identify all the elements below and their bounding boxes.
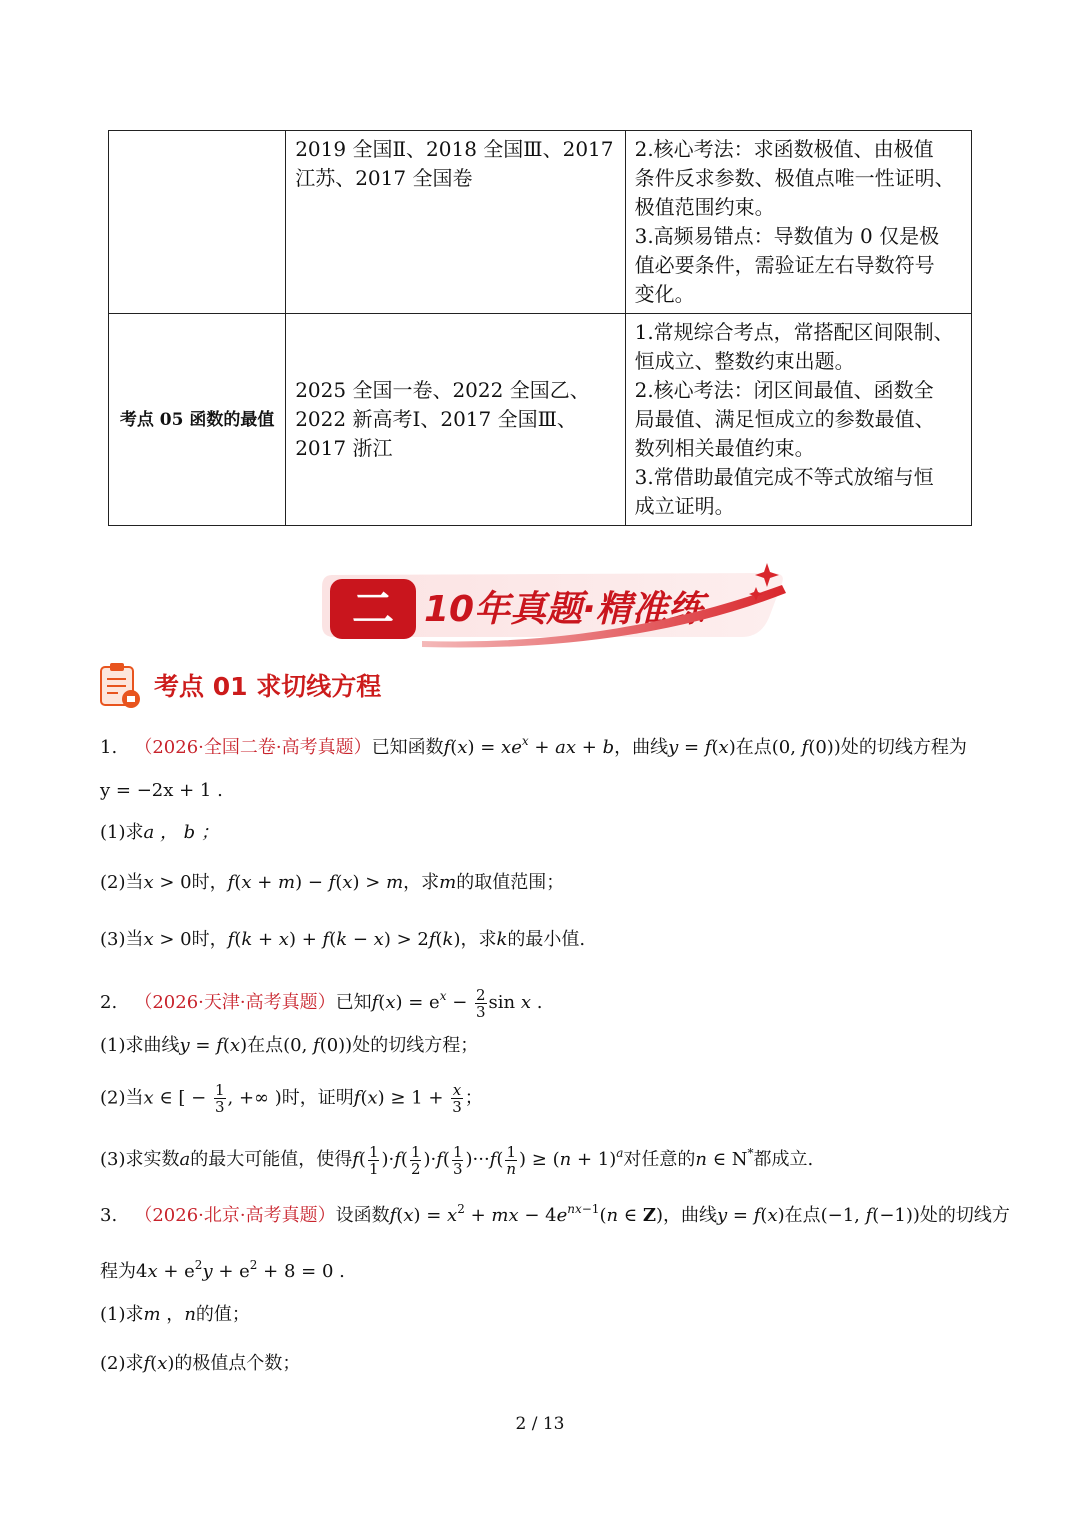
question-2-part1: (1)求曲线y = f(x)在点(0, f(0))处的切线方程； [100, 1035, 479, 1056]
question-3-part1: (1)求m ，n的值； [100, 1304, 250, 1325]
question-source: （2026·天津·高考真题） [134, 992, 336, 1013]
question-source: （2026·全国二卷·高考真题） [134, 737, 372, 758]
table-row [109, 314, 972, 526]
question-2-part3: (3)求实数a的最大可能值，使得f( $\frac{1}{1}$ )·f( $\frac{1}{2}$ )·f( $\frac{1}{3}$ )···f( $\frac{1}{n}$ ) ≥ $(n + 1)^a$对任意的n ∈ N*都成立. [100, 1142, 814, 1178]
question-1-line2: y = −2x + 1 . [100, 780, 223, 801]
table-cell-topic [109, 131, 286, 314]
table-cell-topic: 考点 05 函数的最值 [109, 314, 286, 526]
table-cell-notes: 1.常规综合考点，常搭配区间限制、 恒成立、整数约束出题。 2.核心考法：闭区间最值、函数全 局最值、满足恒成立的参数最值、 数列相关最值约束。 3.常借助最值完成不等式放缩与恒 成立证明。 [625, 314, 971, 526]
question-3-part2: (2)求f(x)的极值点个数； [100, 1353, 301, 1374]
table-cell-sources: 2019 全国Ⅱ、2018 全国Ⅲ、2017 江苏、2017 全国卷 [286, 131, 625, 314]
question-2-part2: (2)当x ∈ [ − $\frac{1}{3}$ , +∞ )时，证明f(x) ≥ 1 + $\frac{x}{3}$ ； [100, 1081, 483, 1116]
section-banner [312, 555, 792, 650]
table-cell-notes: 2.核心考法：求函数极值、由极值 条件反求参数、极值点唯一性证明、 极值范围约束。 3.高频易错点：导数值为 0 仅是极 值必要条件，需验证左右导数符号 变化。 [625, 131, 971, 314]
question-2: 2. （2026·天津·高考真题）已知$f(x) = e^x$ − $\frac{2}{3}$ sin x . [100, 985, 543, 1021]
question-1-part2: (2)当x > 0时，f(x + m) − f(x) > m，求m的取值范围； [100, 872, 565, 893]
clipboard-icon [98, 661, 142, 709]
section-heading [98, 660, 381, 710]
question-1: 1. （2026·全国二卷·高考真题）已知函数$f(x) = xe^x$ + ax + b，曲线y = f(x)在点(0, f(0))处的切线方程为 [100, 734, 967, 758]
banner-title: 10年真题·精准练 [424, 589, 704, 630]
exam-point-table [108, 130, 972, 526]
question-source: （2026·北京·高考真题） [134, 1205, 336, 1226]
question-3: 3. （2026·北京·高考真题）设函数$f(x) = x^2$ + mx − $4e^{nx-1}(n$ ∈ Z)，曲线y = f(x)在点(−1, f(−1))处的切线方 [100, 1202, 1010, 1226]
section-title: 考点 01 求切线方程 [154, 672, 382, 701]
question-1-part1: (1)求a ， b ； [100, 822, 219, 843]
question-3-line2: 程为$4x + e^2y + e^2 + 8 = 0$ . [100, 1258, 345, 1282]
table-row [109, 131, 972, 314]
table-cell-sources: 2025 全国一卷、2022 全国乙、2022 新高考Ⅰ、2017 全国Ⅲ、2017 浙江 [286, 314, 625, 526]
page-number: 2 / 13 [515, 1414, 565, 1434]
banner-number: 二 [351, 584, 395, 633]
question-1-part3: (3)当x > 0时，f(k + x) + f(k − x) > 2f(k)，求k的最小值. [100, 929, 586, 950]
